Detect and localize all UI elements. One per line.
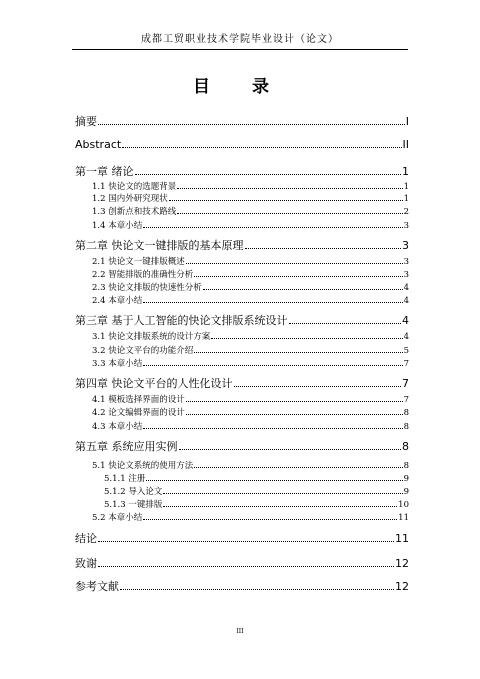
toc-entry-label: 1.2 国内外研究现状	[92, 194, 168, 204]
toc-entry-label: 5.2 本章小结	[92, 513, 143, 523]
toc-leader-dots	[194, 467, 402, 468]
toc-entry[interactable]	[75, 555, 409, 571]
toc-entry-label: 第四章 快论文平台的人性化设计	[75, 377, 233, 390]
toc-entry[interactable]	[75, 393, 409, 405]
toc-entry-page: 10	[398, 500, 409, 510]
toc-leader-dots	[143, 302, 402, 303]
toc-leader-dots	[143, 519, 397, 520]
toc-leader-dots	[245, 248, 402, 249]
toc-entry[interactable]	[75, 420, 409, 432]
toc-entry[interactable]	[75, 192, 409, 204]
toc-leader-dots	[146, 480, 402, 481]
toc-leader-dots	[194, 276, 402, 277]
toc-entry-page: 11	[395, 532, 409, 545]
toc-entry-page: I	[405, 115, 409, 128]
toc-entry-label: 参考文献	[75, 580, 119, 593]
toc-leader-dots	[203, 289, 403, 290]
toc-entry[interactable]	[75, 268, 409, 280]
toc-entry-label: 5.1.1 注册	[104, 474, 146, 484]
toc-leader-dots	[169, 200, 403, 201]
toc-leader-dots	[143, 227, 402, 228]
toc-entry-label: 摘要	[75, 115, 97, 128]
toc-entry-page: 2	[403, 207, 409, 217]
toc-entry[interactable]	[75, 485, 409, 497]
toc-entry[interactable]	[75, 330, 409, 342]
toc-entry[interactable]	[75, 294, 409, 306]
toc-entry[interactable]	[75, 375, 409, 391]
toc-entry-page: 9	[403, 487, 409, 497]
toc-leader-dots	[289, 323, 402, 324]
toc-entry-page: 4	[403, 296, 409, 306]
toc-entry-page: 8	[403, 408, 409, 418]
toc-entry-label: 5.1 快论文系统的使用方法	[92, 461, 194, 471]
page-title: 目 录	[193, 77, 287, 97]
toc-entry-label: 3.2 快论文平台的功能介绍	[92, 346, 194, 356]
toc-leader-dots	[179, 449, 402, 450]
toc-entry-label: 4.3 本章小结	[92, 422, 143, 432]
toc-leader-dots	[120, 589, 394, 590]
toc-entry-page: 5	[403, 346, 409, 356]
toc-entry[interactable]	[75, 357, 409, 369]
toc-entry-label: 1.3 创新点和技术路线	[92, 207, 177, 217]
toc-entry[interactable]	[75, 237, 409, 253]
toc-entry[interactable]	[75, 530, 409, 546]
toc-entry-label: 致谢	[75, 557, 97, 570]
toc-entry[interactable]	[75, 219, 409, 231]
toc-entry-page: 12	[395, 580, 409, 593]
toc-entry[interactable]	[75, 180, 409, 192]
toc-entry-page: 11	[398, 513, 409, 523]
toc-entry-label: 2.3 快论文排版的快速性分析	[92, 283, 202, 293]
toc-leader-dots	[186, 263, 403, 264]
toc-entry-page: 4	[403, 283, 409, 293]
toc-entry-page: 1	[402, 165, 409, 178]
toc-leader-dots	[177, 213, 402, 214]
toc-entry-label: 3.1 快论文排版系统的设计方案	[92, 332, 211, 342]
toc-entry-label: Abstract	[75, 138, 122, 151]
toc-leader-dots	[98, 566, 394, 567]
toc-entry-page: 9	[403, 474, 409, 484]
toc-entry[interactable]	[75, 578, 409, 594]
toc-entry-page: 3	[402, 239, 409, 252]
toc-entry[interactable]	[75, 498, 409, 510]
toc-entry[interactable]	[75, 163, 409, 179]
running-header: 成都工贸职业技术学院毕业设计（论文）	[72, 30, 408, 50]
toc-entry-label: 第二章 快论文一键排版的基本原理	[75, 239, 244, 252]
toc-leader-dots	[177, 188, 402, 189]
toc-leader-dots	[234, 386, 402, 387]
toc-leader-dots	[194, 352, 402, 353]
toc-entry-page: 3	[403, 270, 409, 280]
toc-entry-label: 第三章 基于人工智能的快论文排版系统设计	[75, 314, 288, 327]
toc-entry-label: 4.2 论文编辑界面的设计	[92, 408, 185, 418]
toc-entry[interactable]	[75, 438, 409, 454]
toc-entry-page: 7	[402, 377, 409, 390]
toc-entry-page: 1	[403, 194, 409, 204]
toc-entry-page: II	[402, 138, 409, 151]
toc-entry[interactable]	[75, 459, 409, 471]
toc-entry-page: 8	[403, 461, 409, 471]
toc-entry-label: 2.2 智能排版的准确性分析	[92, 270, 194, 280]
toc-entry-page: 3	[403, 257, 409, 267]
page-number: III	[236, 628, 244, 635]
toc-entry-label: 1.4 本章小结	[92, 221, 143, 231]
toc-entry[interactable]	[75, 472, 409, 484]
toc-entry-label: 3.3 本章小结	[92, 359, 143, 369]
toc-entry-label: 5.1.3 一键排版	[104, 500, 163, 510]
toc-entry-label: 第五章 系统应用实例	[75, 440, 178, 453]
toc-leader-dots	[163, 493, 402, 494]
toc-entry[interactable]	[75, 138, 409, 151]
toc-entry-label: 2.4 本章小结	[92, 296, 143, 306]
toc-leader-dots	[163, 506, 397, 507]
toc-entry-page: 7	[403, 359, 409, 369]
toc-entry-label: 5.1.2 导入论文	[104, 487, 163, 497]
toc-entry[interactable]	[75, 205, 409, 217]
toc-entry[interactable]	[75, 113, 409, 129]
toc-leader-dots	[186, 401, 403, 402]
toc-leader-dots	[135, 174, 402, 175]
toc-leader-dots	[143, 428, 402, 429]
toc-leader-dots	[143, 365, 402, 366]
toc-entry-page: 7	[403, 395, 409, 405]
toc-entry-page: 1	[403, 182, 409, 192]
toc-entry[interactable]	[75, 255, 409, 267]
toc-entry-page: 8	[402, 440, 409, 453]
toc-entry[interactable]	[75, 312, 409, 328]
toc-entry[interactable]	[75, 344, 409, 356]
toc-entry-page: 3	[403, 221, 409, 231]
toc-entry[interactable]	[75, 406, 409, 418]
toc-leader-dots	[186, 414, 403, 415]
toc-entry-page: 4	[402, 314, 409, 327]
toc-entry[interactable]	[75, 281, 409, 293]
toc-leader-dots	[98, 124, 405, 125]
toc-entry-label: 第一章 绪论	[75, 165, 134, 178]
toc-entry-label: 2.1 快论文一键排版概述	[92, 257, 185, 267]
toc-leader-dots	[122, 147, 401, 148]
toc-entry-page: 12	[395, 557, 409, 570]
toc-leader-dots	[98, 541, 394, 542]
toc-entry-label: 1.1 快论文的选题背景	[92, 182, 177, 192]
toc-leader-dots	[211, 338, 402, 339]
toc-entry-label: 结论	[75, 532, 97, 545]
toc-entry-label: 4.1 模板选择界面的设计	[92, 395, 185, 405]
toc-entry-page: 8	[403, 422, 409, 432]
toc-entry-page: 4	[403, 332, 409, 342]
toc-entry[interactable]	[75, 511, 409, 523]
